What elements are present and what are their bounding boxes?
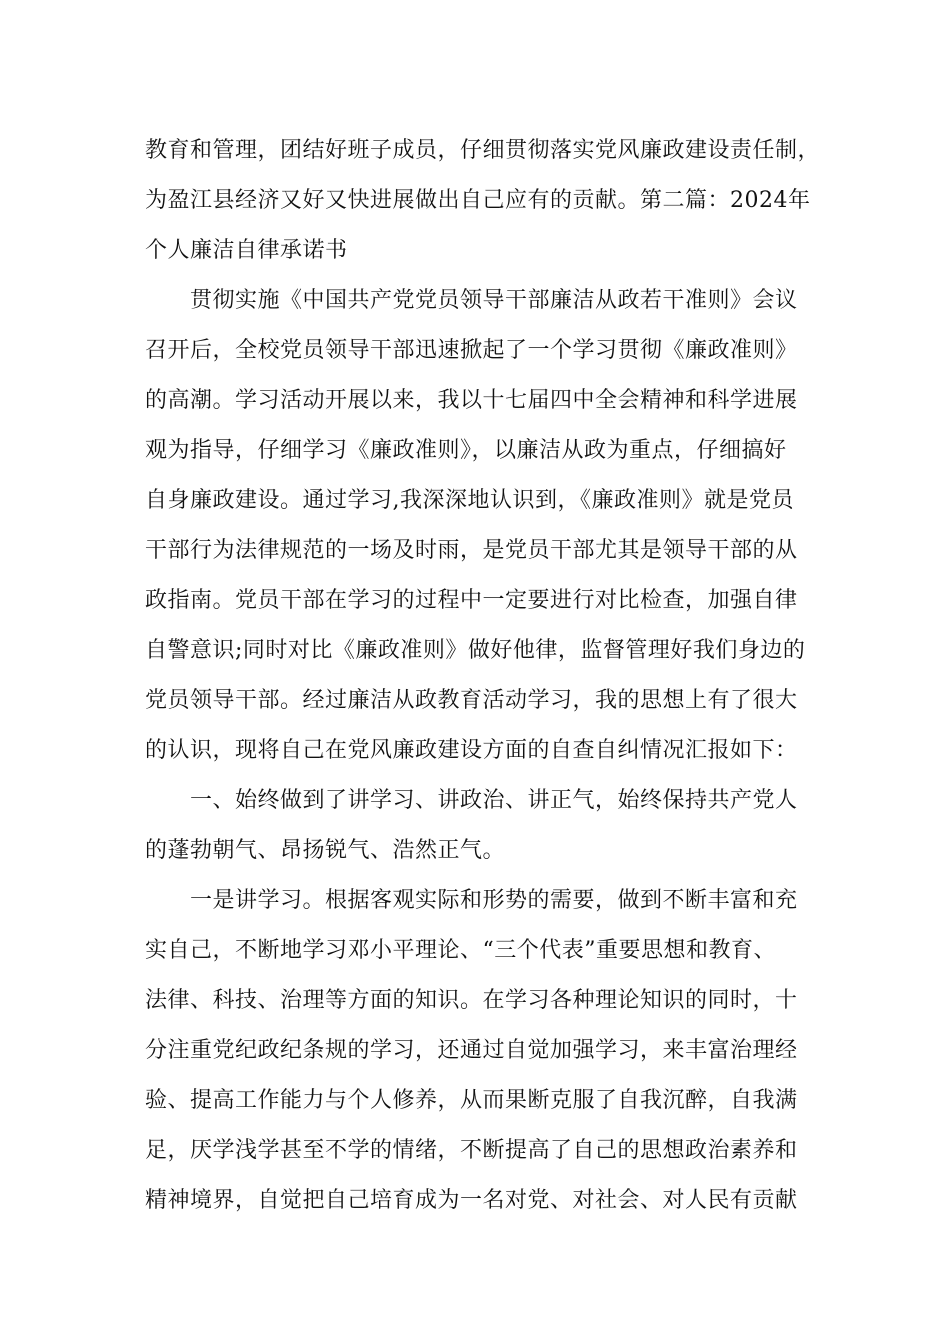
text-line: 观为指导，仔细学习《廉政准则》，以廉洁从政为重点，仔细搞好 [145,438,787,463]
text-line: 验、提高工作能力与个人修养，从而果断克服了自我沉醉，自我满 [145,1088,798,1113]
paragraph-first-line: 一、始终做到了讲学习、讲政治、讲正气，始终保持共产党人 [190,788,798,813]
text-line: 的蓬勃朝气、昂扬锐气、浩然正气。 [145,838,506,863]
text-line: 个人廉洁自律承诺书 [145,238,348,263]
text-line: 召开后，全校党员领导干部迅速掀起了一个学习贯彻《廉政准则》 [145,338,798,363]
text-line: 实自己，不断地学习邓小平理论、“三个代表”重要思想和教育、 [145,938,776,963]
paragraph-first-line: 贯彻实施《中国共产党党员领导干部廉洁从政若干准则》会议 [190,288,798,313]
text-line: 足，厌学浅学甚至不学的情绪，不断提高了自己的思想政治素养和 [145,1138,798,1163]
text-line: 自警意识;同时对比《廉政准则》做好他律，监督管理好我们身边的 [145,638,806,663]
text-line: 党员领导干部。经过廉洁从政教育活动学习，我的思想上有了很大 [145,688,798,713]
text-line: 教育和管理，团结好班子成员，仔细贯彻落实党风廉政建设责任制， [145,138,821,163]
paragraph-first-line: 一是讲学习。根据客观实际和形势的需要，做到不断丰富和充 [190,888,798,913]
text-line: 的高潮。学习活动开展以来，我以十七届四中全会精神和科学进展 [145,388,798,413]
text-line: 精神境界，自觉把自己培育成为一名对党、对社会、对人民有贡献 [145,1188,798,1213]
text-line: 干部行为法律规范的一场及时雨，是党员干部尤其是领导干部的从 [145,538,798,563]
text-line: 为盈江县经济又好又快进展做出自己应有的贡献。第二篇：2024年 [145,188,811,213]
text-line: 自身廉政建设。通过学习,我深深地认识到，《廉政准则》就是党员 [145,488,794,513]
text-line: 法律、科技、治理等方面的知识。在学习各种理论知识的同时，十 [145,988,798,1013]
text-line: 政指南。党员干部在学习的过程中一定要进行对比检查，加强自律 [145,588,798,613]
text-line: 分注重党纪政纪条规的学习，还通过自觉加强学习，来丰富治理经 [145,1038,798,1063]
text-line: 的认识，现将自己在党风廉政建设方面的自查自纠情况汇报如下： [145,738,798,763]
